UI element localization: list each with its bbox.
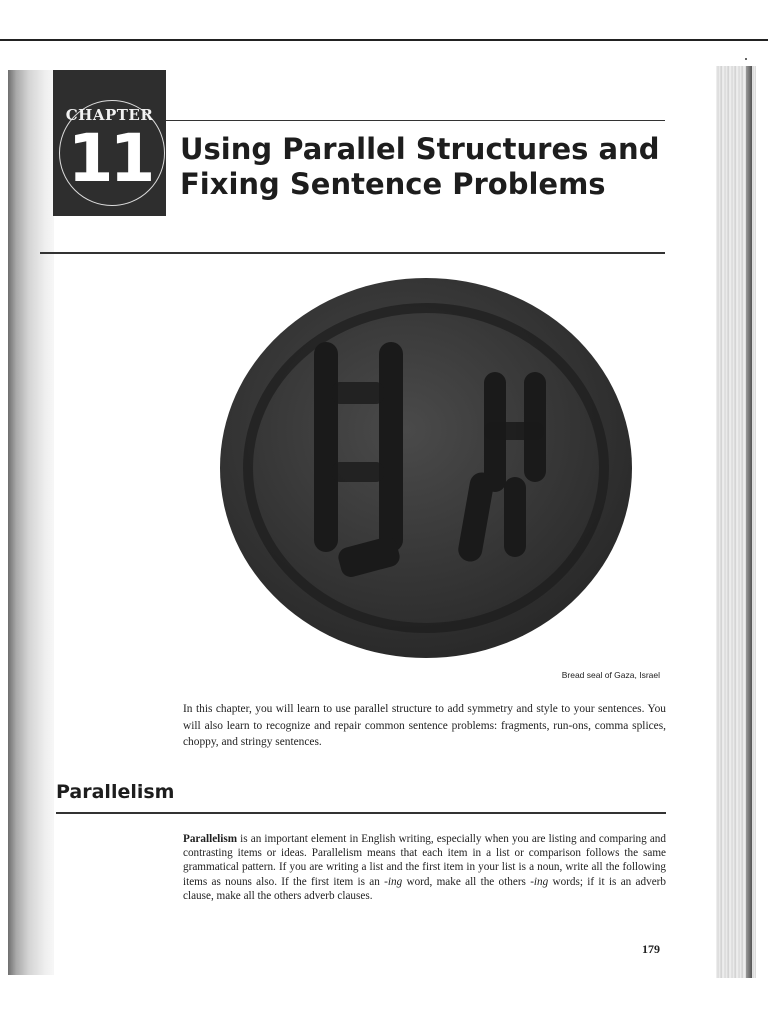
- paragraph-text-1: is an important element in English writing, especially when you are listing and comparing and contrasting items or ideas. Parallelism means that each item in a list or comparison follows the same grammatical pattern. If you are writing a list and the first item in your list is a noun, write all the following items as nouns also. If the first item is an: [183, 833, 666, 888]
- page-number: 179: [642, 942, 660, 956]
- page-edges: [716, 66, 756, 978]
- ing-term-1: -ing: [384, 875, 403, 888]
- section-heading: Parallelism: [56, 781, 175, 803]
- photo-caption: Bread seal of Gaza, Israel: [561, 670, 660, 680]
- term-parallelism: Parallelism: [183, 833, 238, 845]
- bread-seal-image: [214, 272, 634, 664]
- ing-term-2: -ing: [530, 875, 549, 888]
- chapter-title: Using Parallel Structures and Fixing Sentence Problems: [180, 132, 660, 201]
- book-spine-shadow: [8, 70, 54, 975]
- seal-body: [220, 278, 632, 658]
- title-rule-top: [166, 120, 665, 121]
- chapter-label: CHAPTER: [65, 106, 154, 124]
- scan-speck: [745, 58, 747, 60]
- section-rule: [56, 812, 666, 814]
- chapter-intro: In this chapter, you will learn to use parallel structure to add symmetry and style to your sentences. You will also learn to recognize and repair common sentence problems: fragments, run-ons, comma splices, choppy, and stringy sentences.: [183, 703, 666, 748]
- title-rule-bottom: [40, 252, 665, 254]
- chapter-number: 11: [67, 120, 152, 197]
- parallelism-paragraph: [183, 832, 666, 903]
- chapter-badge: [53, 70, 166, 216]
- paragraph-text-3: words; if it is an adverb clause, make all the others adverb clauses.: [183, 875, 666, 902]
- paragraph-text-2: word, make all the others: [402, 875, 531, 888]
